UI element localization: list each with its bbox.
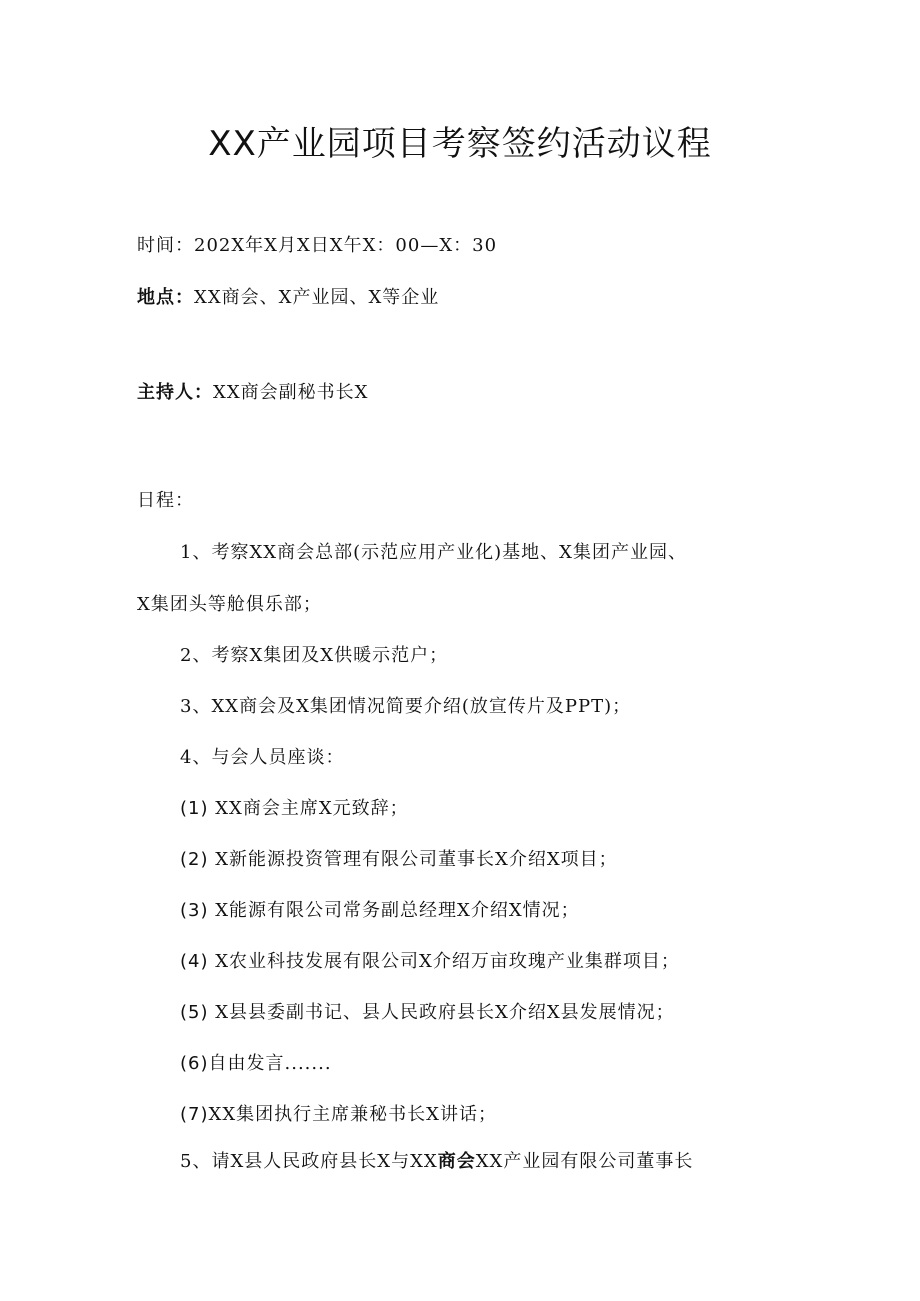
agenda-item-1-continued xyxy=(137,591,322,619)
agenda-item-1-continued-text: X集团头等舱俱乐部； xyxy=(137,594,322,615)
sub-item-number: (6) xyxy=(180,1053,209,1074)
sub-item-4 xyxy=(180,948,680,976)
sub-item-3 xyxy=(180,897,580,925)
sub-item-text: XX集团执行主席兼秘书长X讲话； xyxy=(208,1104,497,1125)
sub-item-7 xyxy=(180,1101,497,1129)
place-value: XX商会、X产业园、X等企业 xyxy=(194,287,440,308)
time-label: 时间： xyxy=(137,235,194,256)
sub-item-text: X能源有限公司常务副总经理X介绍X情况； xyxy=(208,900,580,921)
place-line xyxy=(137,284,439,312)
agenda-item-3 xyxy=(180,693,631,721)
time-value: 202X年X月X日X午X：00—X：30 xyxy=(194,235,498,256)
time-line xyxy=(137,232,497,260)
agenda-item-1-text: 1、考察XX商会总部(示范应用产业化)基地、X集团产业园、 xyxy=(180,542,687,563)
sub-item-number: (2) xyxy=(180,849,209,870)
schedule-label xyxy=(137,487,194,515)
agenda-item-5-bold: 商会 xyxy=(437,1151,476,1172)
sub-item-text: X新能源投资管理有限公司董事长X介绍X项目； xyxy=(208,849,618,870)
agenda-item-5-suffix: XX产业园有限公司董事长 xyxy=(475,1151,694,1172)
agenda-item-4 xyxy=(180,744,344,772)
host-value: XX商会副秘书长X xyxy=(213,382,369,403)
document-title: XX产业园项目考察签约活动议程 xyxy=(208,124,712,164)
sub-item-number: (4) xyxy=(180,951,209,972)
agenda-item-5-prefix: 5、请X县人民政府县长X与XX xyxy=(180,1151,438,1172)
sub-item-5 xyxy=(180,999,675,1027)
agenda-item-2 xyxy=(180,642,448,670)
sub-item-text: 自由发言....... xyxy=(208,1053,332,1074)
sub-item-number: (3) xyxy=(180,900,209,921)
place-label: 地点： xyxy=(137,287,194,308)
agenda-item-4-text: 4、与会人员座谈： xyxy=(180,747,345,768)
agenda-item-3-text: 3、XX商会及X集团情况简要介绍(放宣传片及PPT)； xyxy=(180,696,632,717)
sub-item-number: (1) xyxy=(180,798,209,819)
agenda-item-1 xyxy=(180,539,687,567)
sub-item-text: XX商会主席X元致辞； xyxy=(208,798,409,819)
sub-item-1 xyxy=(180,795,409,823)
sub-item-6 xyxy=(180,1050,332,1078)
sub-item-text: X农业科技发展有限公司X介绍万亩玫瑰产业集群项目； xyxy=(208,951,680,972)
sub-item-2 xyxy=(180,846,618,874)
sub-item-text: X县县委副书记、县人民政府县长X介绍X县发展情况； xyxy=(208,1002,675,1023)
sub-item-number: (7) xyxy=(180,1104,209,1125)
schedule-label-text: 日程： xyxy=(137,490,194,511)
agenda-item-2-text: 2、考察X集团及X供暖示范户； xyxy=(180,645,449,666)
host-label: 主持人： xyxy=(137,382,213,403)
sub-item-number: (5) xyxy=(180,1002,209,1023)
agenda-item-5 xyxy=(180,1148,693,1176)
host-line xyxy=(137,379,368,407)
